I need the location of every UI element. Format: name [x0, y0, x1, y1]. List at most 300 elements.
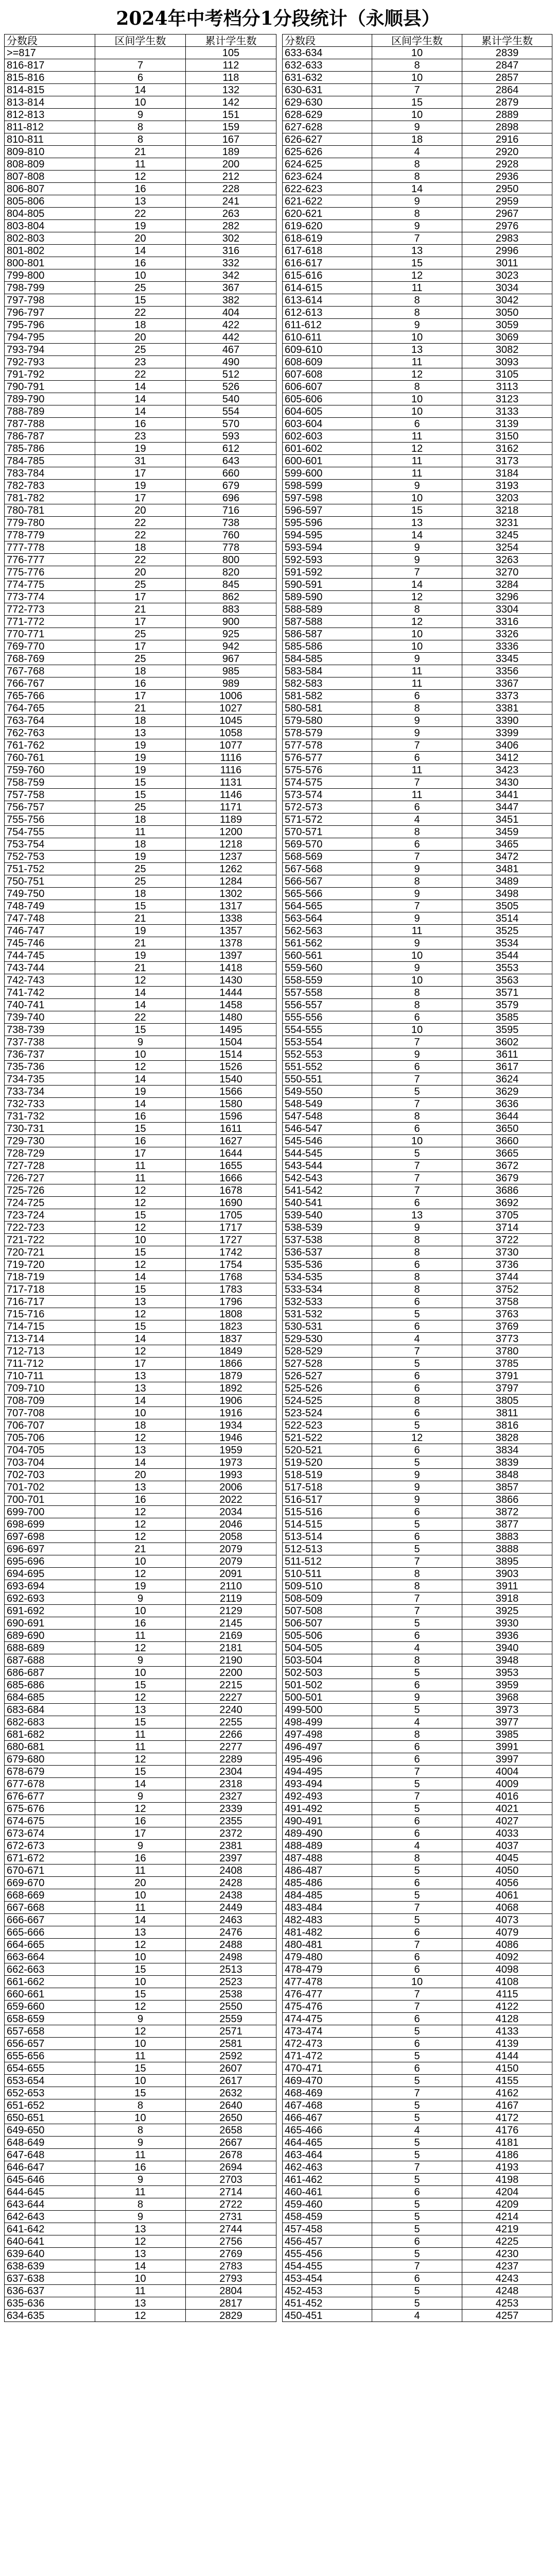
table-row	[283, 405, 552, 418]
score-range-cell: 667-668	[5, 1902, 95, 1914]
interval-count-cell: 8	[372, 208, 462, 220]
table-row	[5, 2013, 276, 2025]
cumulative-count-cell: 4086	[462, 1939, 552, 1951]
cumulative-count-cell: 4186	[462, 2149, 552, 2161]
interval-count-cell: 5	[372, 1358, 462, 1370]
score-range-cell: 807-808	[5, 171, 95, 183]
interval-count-cell: 14	[372, 529, 462, 541]
cumulative-count-cell: 3722	[462, 1234, 552, 1246]
score-range-cell: 517-518	[283, 1481, 372, 1494]
cumulative-count-cell: 3373	[462, 690, 552, 702]
cumulative-count-cell: 241	[186, 195, 276, 208]
table-row	[283, 1865, 552, 1877]
cumulative-count-cell: 3459	[462, 826, 552, 838]
table-row	[283, 1036, 552, 1048]
score-range-cell: 663-664	[5, 1951, 95, 1963]
cumulative-count-cell: 2920	[462, 146, 552, 158]
table-row	[283, 2198, 552, 2211]
interval-count-cell: 5	[372, 2248, 462, 2260]
table-row	[283, 1988, 552, 2001]
interval-count-cell: 10	[372, 1976, 462, 1988]
cumulative-count-cell: 105	[186, 47, 276, 59]
score-range-cell: 684-685	[5, 1691, 95, 1704]
interval-count-cell: 8	[372, 1271, 462, 1283]
interval-count-cell: 8	[95, 2099, 186, 2112]
cumulative-count-cell: 1131	[186, 776, 276, 789]
interval-count-cell: 10	[372, 974, 462, 987]
score-range-cell: 624-625	[283, 158, 372, 171]
score-range-cell: 798-799	[5, 282, 95, 294]
table-row	[283, 1679, 552, 1691]
table-row	[283, 1172, 552, 1184]
cumulative-count-cell: 3692	[462, 1197, 552, 1209]
interval-count-cell: 9	[372, 554, 462, 566]
interval-count-cell: 11	[372, 925, 462, 937]
cumulative-count-cell: 3672	[462, 1160, 552, 1172]
cumulative-count-cell: 3872	[462, 1506, 552, 1518]
score-range-cell: 583-584	[283, 665, 372, 677]
score-range-cell: 531-532	[283, 1308, 372, 1320]
score-range-cell: 501-502	[283, 1679, 372, 1691]
table-row	[5, 1283, 276, 1296]
cumulative-count-cell: 2632	[186, 2087, 276, 2099]
cumulative-count-cell: 4214	[462, 2211, 552, 2223]
table-row	[283, 987, 552, 999]
cumulative-count-cell: 2650	[186, 2112, 276, 2124]
table-row	[283, 1889, 552, 1902]
table-row	[283, 467, 552, 480]
cumulative-count-cell: 3465	[462, 838, 552, 851]
interval-count-cell: 16	[95, 677, 186, 690]
score-range-cell: 500-501	[283, 1691, 372, 1704]
table-row	[5, 1494, 276, 1506]
cumulative-count-cell: 3736	[462, 1259, 552, 1271]
table-row	[5, 1160, 276, 1172]
table-row	[5, 826, 276, 838]
table-row	[5, 1184, 276, 1197]
interval-count-cell: 25	[95, 282, 186, 294]
score-range-cell: >=817	[5, 47, 95, 59]
table-row	[283, 480, 552, 492]
score-range-cell: 579-580	[283, 715, 372, 727]
table-row	[283, 1741, 552, 1753]
table-row	[283, 1827, 552, 1840]
table-row	[283, 1345, 552, 1358]
cumulative-count-cell: 4253	[462, 2297, 552, 2310]
table-row	[5, 455, 276, 467]
interval-count-cell: 14	[95, 1271, 186, 1283]
table-row	[283, 2223, 552, 2235]
interval-count-cell: 6	[372, 1123, 462, 1135]
table-row	[5, 1172, 276, 1184]
score-range-cell: 748-749	[5, 900, 95, 912]
score-range-cell: 723-724	[5, 1209, 95, 1222]
cumulative-count-cell: 3336	[462, 640, 552, 653]
interval-count-cell: 7	[372, 1766, 462, 1778]
score-range-cell: 639-640	[5, 2248, 95, 2260]
score-range-cell: 787-788	[5, 418, 95, 430]
interval-count-cell: 7	[372, 1988, 462, 2001]
interval-count-cell: 12	[95, 1222, 186, 1234]
interval-count-cell: 22	[95, 517, 186, 529]
score-range-cell: 767-768	[5, 665, 95, 677]
score-range-cell: 612-613	[283, 307, 372, 319]
table-row	[5, 504, 276, 517]
cumulative-count-cell: 4073	[462, 1914, 552, 1926]
interval-count-cell: 15	[95, 1988, 186, 2001]
interval-count-cell: 19	[95, 220, 186, 232]
table-row	[283, 220, 552, 232]
table-row	[283, 307, 552, 319]
score-range-cell: 551-552	[283, 1061, 372, 1073]
table-row	[283, 1691, 552, 1704]
score-range-cell: 644-645	[5, 2186, 95, 2198]
cumulative-count-cell: 3925	[462, 1605, 552, 1617]
cumulative-count-cell: 1566	[186, 1086, 276, 1098]
cumulative-count-cell: 2996	[462, 245, 552, 257]
cumulative-count-cell: 1006	[186, 690, 276, 702]
score-range-cell: 803-804	[5, 220, 95, 232]
table-row	[5, 1333, 276, 1345]
cumulative-count-cell: 1189	[186, 814, 276, 826]
interval-count-cell: 17	[95, 467, 186, 480]
table-row	[283, 2013, 552, 2025]
score-range-cell: 799-800	[5, 269, 95, 282]
score-range-cell: 632-633	[283, 59, 372, 72]
cumulative-count-cell: 422	[186, 319, 276, 331]
interval-count-cell: 11	[95, 158, 186, 171]
score-range-cell: 802-803	[5, 232, 95, 245]
cumulative-count-cell: 2428	[186, 1877, 276, 1889]
cumulative-count-cell: 1742	[186, 1246, 276, 1259]
cumulative-count-cell: 3611	[462, 1048, 552, 1061]
score-range-cell: 797-798	[5, 294, 95, 307]
interval-count-cell: 8	[372, 307, 462, 319]
cumulative-count-cell: 1892	[186, 1382, 276, 1395]
cumulative-count-cell: 1480	[186, 1011, 276, 1024]
score-range-cell: 613-614	[283, 294, 372, 307]
interval-count-cell: 13	[95, 1370, 186, 1382]
cumulative-count-cell: 1727	[186, 1234, 276, 1246]
interval-count-cell: 11	[372, 430, 462, 443]
table-row	[283, 1852, 552, 1865]
cumulative-count-cell: 3785	[462, 1358, 552, 1370]
header-cumulative: 累计学生数	[462, 35, 552, 47]
cumulative-count-cell: 1705	[186, 1209, 276, 1222]
score-range-cell: 493-494	[283, 1778, 372, 1790]
table-row	[5, 640, 276, 653]
score-range-cell: 514-515	[283, 1518, 372, 1531]
interval-count-cell: 8	[372, 1110, 462, 1123]
table-row	[5, 1654, 276, 1667]
score-range-cell: 619-620	[283, 220, 372, 232]
cumulative-count-cell: 2304	[186, 1766, 276, 1778]
cumulative-count-cell: 1317	[186, 900, 276, 912]
table-row	[283, 1407, 552, 1419]
table-row	[5, 1061, 276, 1073]
table-row	[283, 1877, 552, 1889]
interval-count-cell: 5	[372, 1889, 462, 1902]
cumulative-count-cell: 4122	[462, 2001, 552, 2013]
score-range-cell: 594-595	[283, 529, 372, 541]
score-range-cell: 652-653	[5, 2087, 95, 2099]
interval-count-cell: 15	[95, 1320, 186, 1333]
interval-count-cell: 12	[95, 1506, 186, 1518]
interval-count-cell: 7	[372, 1345, 462, 1358]
cumulative-count-cell: 2898	[462, 121, 552, 133]
table-row	[283, 715, 552, 727]
interval-count-cell: 6	[372, 1741, 462, 1753]
cumulative-count-cell: 862	[186, 591, 276, 603]
table-row	[5, 245, 276, 257]
table-row	[5, 1234, 276, 1246]
table-row	[283, 2087, 552, 2099]
table-row	[5, 1865, 276, 1877]
interval-count-cell: 16	[95, 2161, 186, 2174]
cumulative-count-cell: 778	[186, 541, 276, 554]
cumulative-count-cell: 612	[186, 443, 276, 455]
interval-count-cell: 12	[95, 1531, 186, 1543]
cumulative-count-cell: 1116	[186, 764, 276, 776]
cumulative-count-cell: 1866	[186, 1358, 276, 1370]
score-range-cell: 627-628	[283, 121, 372, 133]
cumulative-count-cell: 1027	[186, 702, 276, 715]
score-range-cell: 816-817	[5, 59, 95, 72]
interval-count-cell: 20	[95, 1469, 186, 1481]
table-row	[5, 1481, 276, 1494]
cumulative-count-cell: 4243	[462, 2273, 552, 2285]
score-range-cell: 490-491	[283, 1815, 372, 1827]
cumulative-count-cell: 1879	[186, 1370, 276, 1382]
cumulative-count-cell: 3930	[462, 1617, 552, 1630]
score-range-cell: 701-702	[5, 1481, 95, 1494]
table-row	[5, 1147, 276, 1160]
score-range-cell: 745-746	[5, 937, 95, 950]
table-row	[283, 2112, 552, 2124]
table-row	[5, 2223, 276, 2235]
cumulative-count-cell: 490	[186, 356, 276, 368]
interval-count-cell: 6	[372, 418, 462, 430]
cumulative-count-cell: 151	[186, 109, 276, 121]
score-range-cell: 714-715	[5, 1320, 95, 1333]
table-row	[5, 2285, 276, 2297]
cumulative-count-cell: 3218	[462, 504, 552, 517]
cumulative-count-cell: 1916	[186, 1407, 276, 1419]
table-row	[283, 2161, 552, 2174]
score-range-cell: 771-772	[5, 616, 95, 628]
cumulative-count-cell: 316	[186, 245, 276, 257]
interval-count-cell: 6	[372, 2038, 462, 2050]
table-row	[283, 1048, 552, 1061]
score-range-cell: 487-488	[283, 1852, 372, 1865]
score-range-cell: 665-666	[5, 1926, 95, 1939]
interval-count-cell: 8	[372, 381, 462, 393]
score-range-cell: 793-794	[5, 344, 95, 356]
table-row	[283, 84, 552, 96]
cumulative-count-cell: 1514	[186, 1048, 276, 1061]
interval-count-cell: 6	[372, 801, 462, 814]
interval-count-cell: 20	[95, 331, 186, 344]
cumulative-count-cell: 2498	[186, 1951, 276, 1963]
score-range-cell: 554-555	[283, 1024, 372, 1036]
cumulative-count-cell: 1973	[186, 1456, 276, 1469]
table-row	[5, 418, 276, 430]
table-row	[283, 2211, 552, 2223]
table-row	[5, 1518, 276, 1531]
interval-count-cell: 7	[372, 84, 462, 96]
table-row	[283, 1222, 552, 1234]
table-row	[5, 814, 276, 826]
table-row	[283, 47, 552, 59]
interval-count-cell: 10	[95, 96, 186, 109]
score-range-cell: 621-622	[283, 195, 372, 208]
table-row	[5, 541, 276, 554]
score-range-cell: 673-674	[5, 1827, 95, 1840]
interval-count-cell: 6	[372, 1320, 462, 1333]
score-range-cell: 671-672	[5, 1852, 95, 1865]
cumulative-count-cell: 3254	[462, 541, 552, 554]
score-range-cell: 812-813	[5, 109, 95, 121]
table-row	[5, 1716, 276, 1728]
table-row	[283, 1914, 552, 1926]
interval-count-cell: 20	[95, 1877, 186, 1889]
cumulative-count-cell: 3650	[462, 1123, 552, 1135]
interval-count-cell: 8	[372, 875, 462, 888]
interval-count-cell: 4	[372, 2124, 462, 2137]
table-row	[5, 715, 276, 727]
cumulative-count-cell: 760	[186, 529, 276, 541]
score-range-cell: 648-649	[5, 2137, 95, 2149]
cumulative-count-cell: 2181	[186, 1642, 276, 1654]
score-range-cell: 706-707	[5, 1419, 95, 1432]
interval-count-cell: 5	[372, 2211, 462, 2223]
score-range-cell: 585-586	[283, 640, 372, 653]
interval-count-cell: 25	[95, 863, 186, 875]
interval-count-cell: 22	[95, 529, 186, 541]
page-title: 2024年中考档分1分段统计（永顺县）	[116, 8, 440, 29]
cumulative-count-cell: 2783	[186, 2260, 276, 2273]
cumulative-count-cell: 3805	[462, 1395, 552, 1407]
interval-count-cell: 9	[95, 2013, 186, 2025]
interval-count-cell: 9	[372, 195, 462, 208]
score-range-cell: 618-619	[283, 232, 372, 245]
table-row	[5, 1827, 276, 1840]
score-range-cell: 524-525	[283, 1395, 372, 1407]
score-range-cell: 473-474	[283, 2025, 372, 2038]
cumulative-count-cell: 118	[186, 72, 276, 84]
interval-count-cell: 9	[95, 2174, 186, 2186]
table-row	[5, 517, 276, 529]
table-row	[5, 2186, 276, 2198]
score-range-cell: 567-568	[283, 863, 372, 875]
interval-count-cell: 9	[372, 1481, 462, 1494]
cumulative-count-cell: 2983	[462, 232, 552, 245]
cumulative-count-cell: 512	[186, 368, 276, 381]
interval-count-cell: 10	[95, 1555, 186, 1568]
interval-count-cell: 21	[95, 962, 186, 974]
table-row	[5, 875, 276, 888]
score-range-cell: 582-583	[283, 677, 372, 690]
interval-count-cell: 18	[95, 888, 186, 900]
table-row	[5, 232, 276, 245]
score-range-cell: 535-536	[283, 1259, 372, 1271]
table-row	[283, 2025, 552, 2038]
interval-count-cell: 15	[372, 96, 462, 109]
cumulative-count-cell: 1526	[186, 1061, 276, 1073]
table-row	[5, 467, 276, 480]
interval-count-cell: 8	[95, 121, 186, 133]
interval-count-cell: 21	[95, 146, 186, 158]
score-range-cell: 669-670	[5, 1877, 95, 1889]
interval-count-cell: 6	[372, 2062, 462, 2075]
table-row	[5, 764, 276, 776]
score-range-cell: 615-616	[283, 269, 372, 282]
score-range-cell: 725-726	[5, 1184, 95, 1197]
interval-count-cell: 5	[372, 2149, 462, 2161]
score-range-cell: 722-723	[5, 1222, 95, 1234]
table-row	[283, 2186, 552, 2198]
interval-count-cell: 5	[372, 1667, 462, 1679]
score-range-cell: 719-720	[5, 1259, 95, 1271]
score-range-cell: 657-658	[5, 2025, 95, 2038]
score-range-cell: 747-748	[5, 912, 95, 925]
interval-count-cell: 14	[95, 1395, 186, 1407]
score-range-cell: 546-547	[283, 1123, 372, 1135]
interval-count-cell: 10	[95, 2273, 186, 2285]
table-row	[283, 1951, 552, 1963]
table-row	[283, 999, 552, 1011]
table-row	[5, 739, 276, 752]
cumulative-count-cell: 3660	[462, 1135, 552, 1147]
table-row	[283, 158, 552, 171]
cumulative-count-cell: 900	[186, 616, 276, 628]
interval-count-cell: 5	[372, 1086, 462, 1098]
score-range-cell: 550-551	[283, 1073, 372, 1086]
table-row	[5, 1963, 276, 1976]
table-row	[5, 146, 276, 158]
interval-count-cell: 4	[372, 1333, 462, 1345]
cumulative-count-cell: 3105	[462, 368, 552, 381]
score-range-cell: 541-542	[283, 1184, 372, 1197]
cumulative-count-cell: 4209	[462, 2198, 552, 2211]
score-range-cell: 502-503	[283, 1667, 372, 1679]
score-range-cell: 484-485	[283, 1889, 372, 1902]
table-row	[5, 2001, 276, 2013]
score-range-cell: 504-505	[283, 1642, 372, 1654]
interval-count-cell: 9	[372, 1222, 462, 1234]
cumulative-count-cell: 4027	[462, 1815, 552, 1827]
cumulative-count-cell: 554	[186, 405, 276, 418]
interval-count-cell: 11	[95, 1172, 186, 1184]
table-row	[5, 1741, 276, 1753]
interval-count-cell: 25	[95, 801, 186, 814]
table-row	[5, 727, 276, 739]
score-range-cell: 674-675	[5, 1815, 95, 1827]
score-range-cell: 713-714	[5, 1333, 95, 1345]
score-range-cell: 519-520	[283, 1456, 372, 1469]
score-range-cell: 743-744	[5, 962, 95, 974]
table-row	[5, 2025, 276, 2038]
cumulative-count-cell: 2381	[186, 1840, 276, 1852]
cumulative-count-cell: 3430	[462, 776, 552, 789]
cumulative-count-cell: 3451	[462, 814, 552, 826]
table-row	[5, 480, 276, 492]
score-range-cell: 518-519	[283, 1469, 372, 1481]
cumulative-count-cell: 3773	[462, 1333, 552, 1345]
interval-count-cell: 15	[95, 900, 186, 912]
score-range-cell: 470-471	[283, 2062, 372, 2075]
table-row	[283, 2038, 552, 2050]
